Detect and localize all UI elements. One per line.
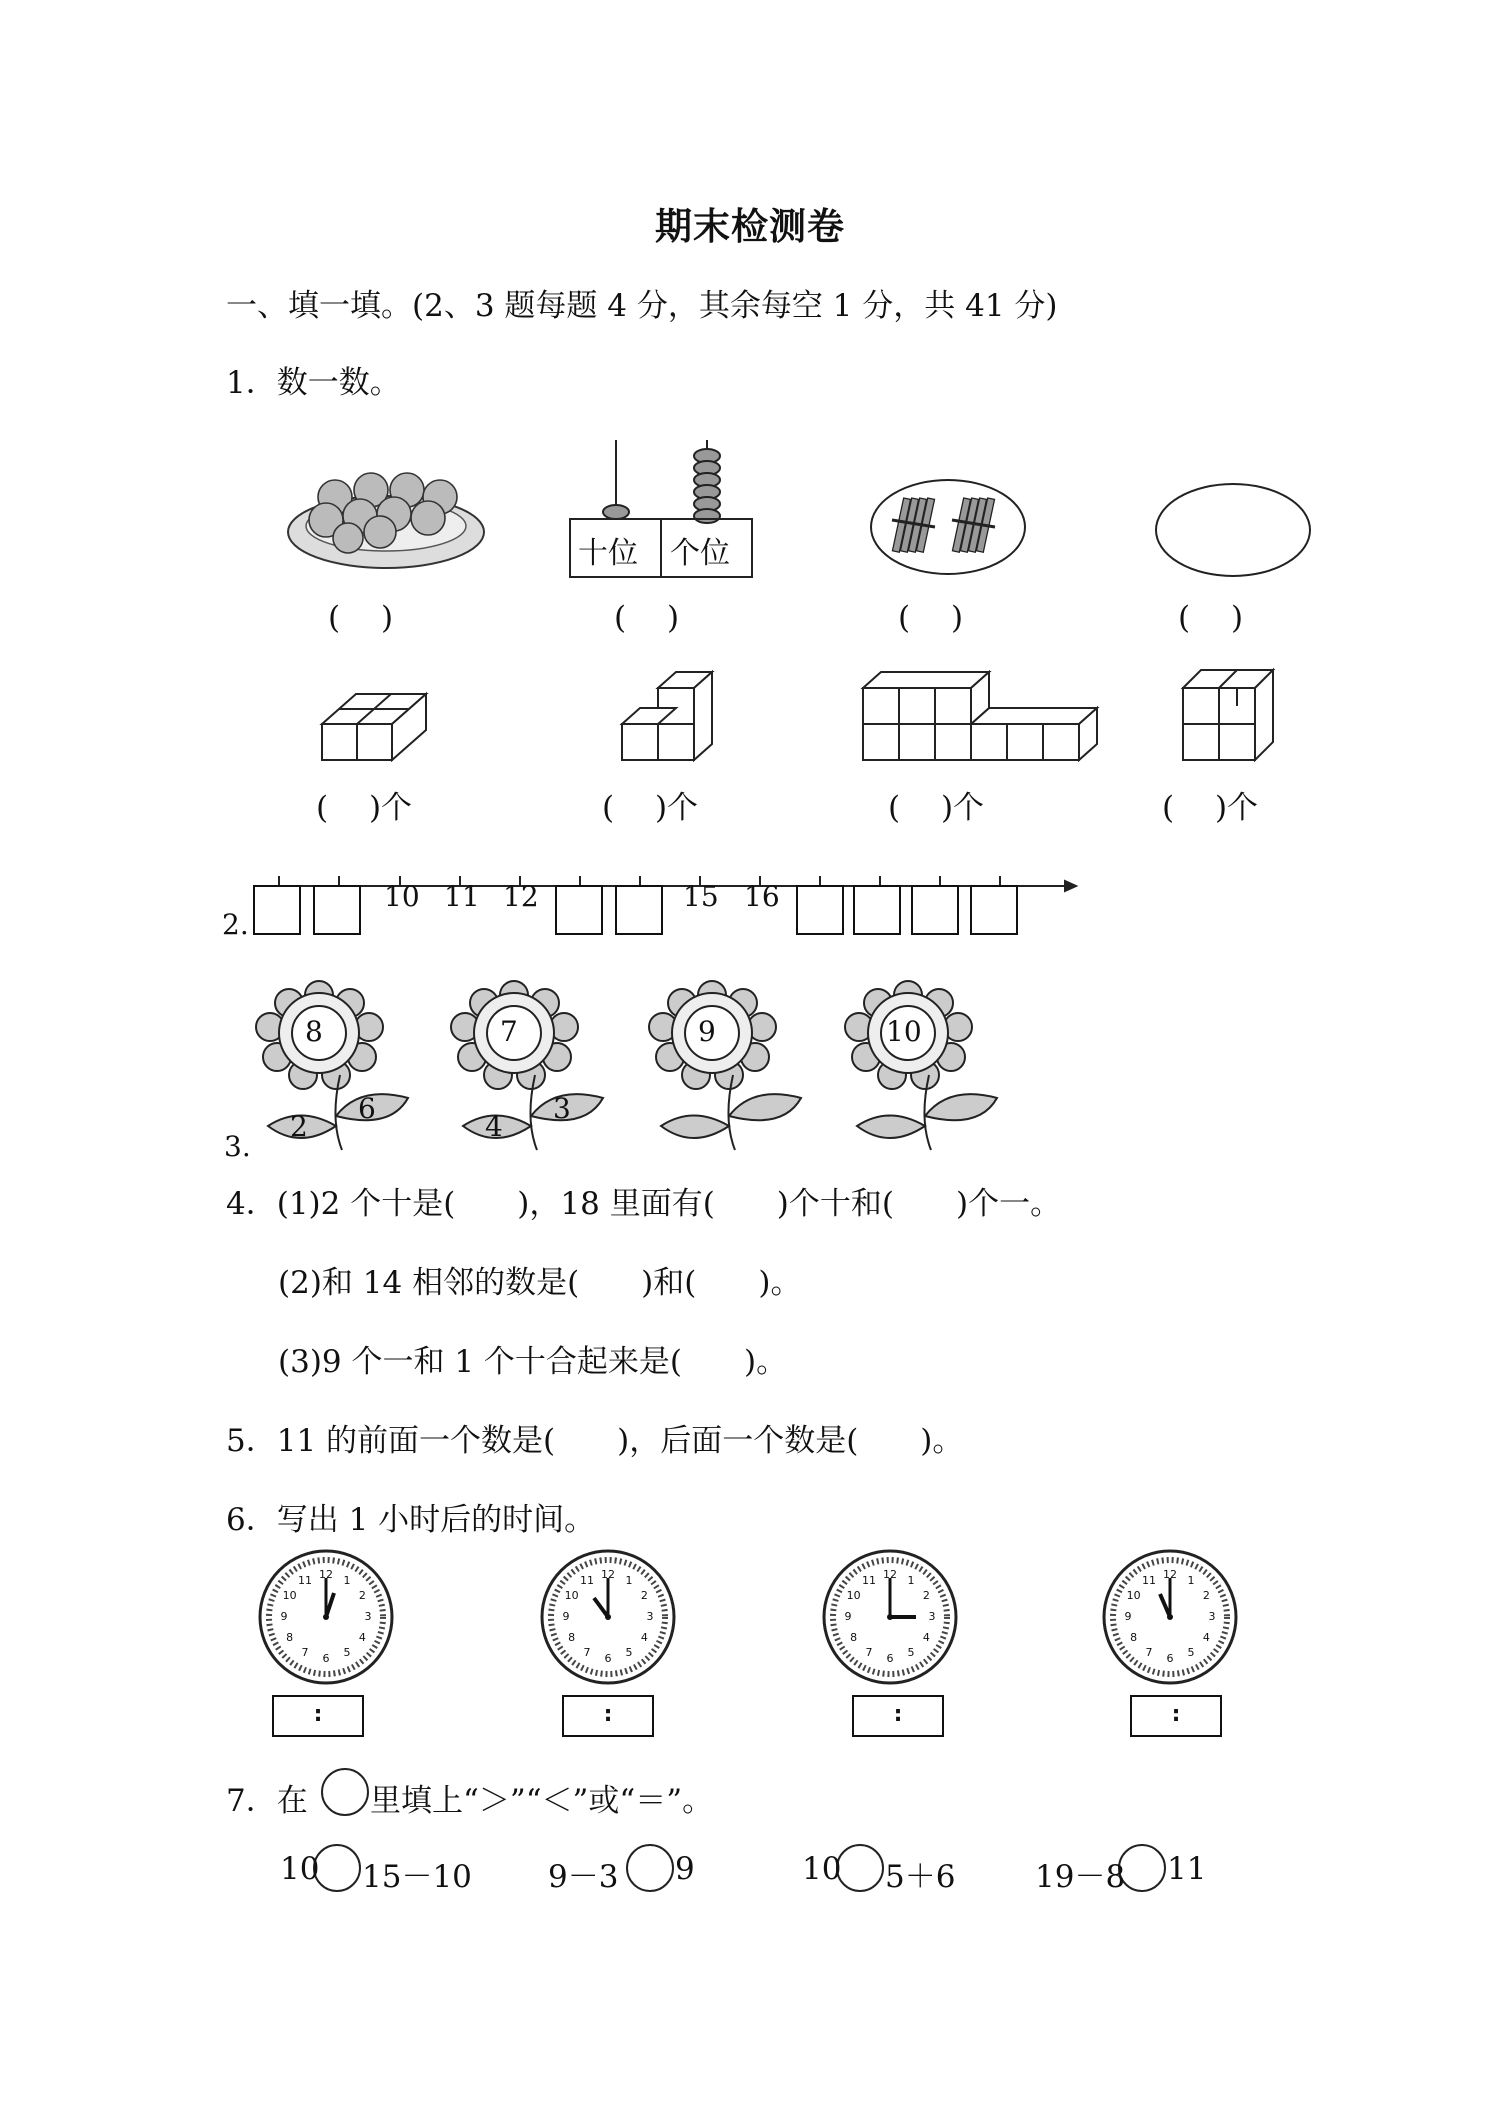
clock-number: 12 xyxy=(319,1568,333,1581)
flower-center-number: 7 xyxy=(500,1015,518,1048)
clock-number: 1 xyxy=(907,1573,915,1587)
clock-number: 7 xyxy=(301,1646,309,1660)
q5-text: 5．11 的前面一个数是( )，后面一个数是( )。 xyxy=(226,1423,964,1459)
clock-number: 9 xyxy=(280,1610,288,1623)
clock-number: 8 xyxy=(568,1631,576,1644)
clock-number: 12 xyxy=(1163,1568,1177,1581)
clock-number: 5 xyxy=(907,1646,915,1660)
clock-number: 10 xyxy=(282,1589,297,1602)
cube-count-blank[interactable]: ( )个 xyxy=(602,790,699,826)
q4-part3: (3)9 个一和 1 个十合起来是( )。 xyxy=(278,1344,788,1380)
clock-number: 8 xyxy=(286,1631,294,1644)
abacus-ones-label: 个位 xyxy=(670,536,730,571)
clock-number: 10 xyxy=(846,1589,861,1602)
clock-number: 12 xyxy=(601,1568,615,1581)
time-answer-box[interactable]: : xyxy=(1130,1695,1222,1737)
clock-number: 6 xyxy=(886,1652,894,1665)
clock-number: 5 xyxy=(1187,1646,1195,1660)
clock-number: 3 xyxy=(364,1610,372,1623)
clock-number: 12 xyxy=(883,1568,897,1581)
clock-number: 7 xyxy=(865,1646,873,1660)
flower-center-number: 10 xyxy=(886,1015,922,1048)
clock-number: 7 xyxy=(583,1646,591,1660)
q4-part1: 4．(1)2 个十是( )，18 里面有( )个十和( )个一。 xyxy=(226,1186,1062,1222)
compare-left: 9－3 xyxy=(548,1859,619,1895)
clock-number: 6 xyxy=(322,1652,330,1665)
clock-number: 7 xyxy=(1145,1646,1153,1660)
compare-right: 9 xyxy=(675,1851,695,1887)
leaf-number: 4 xyxy=(485,1110,503,1143)
clock-number: 4 xyxy=(1202,1631,1210,1644)
compare-right: 5＋6 xyxy=(885,1859,956,1895)
clock-number: 8 xyxy=(1130,1631,1138,1644)
clock-number: 6 xyxy=(604,1652,612,1665)
number-label: 15 xyxy=(683,880,719,913)
clock-number: 5 xyxy=(343,1646,351,1660)
compare-right: 11 xyxy=(1167,1851,1207,1887)
clock-number: 8 xyxy=(850,1631,858,1644)
leaf-number: 3 xyxy=(553,1092,571,1125)
flower-2 xyxy=(451,981,603,1150)
compare-right: 15－10 xyxy=(362,1859,472,1895)
clock-number: 6 xyxy=(1166,1652,1174,1665)
clock-number: 2 xyxy=(358,1589,366,1602)
clock-number: 2 xyxy=(640,1589,648,1602)
flower-1 xyxy=(256,981,408,1150)
abacus-tens-label: 十位 xyxy=(578,536,638,571)
answer-blank[interactable]: ( ) xyxy=(1178,600,1244,636)
answer-blank[interactable]: ( ) xyxy=(614,600,680,636)
clock-number: 11 xyxy=(298,1573,312,1587)
clock-number: 9 xyxy=(844,1610,852,1623)
flower-3 xyxy=(649,981,801,1150)
leaf-number: 2 xyxy=(290,1110,308,1143)
clock-number: 2 xyxy=(1202,1589,1210,1602)
number-label: 16 xyxy=(744,880,780,913)
clock-number: 11 xyxy=(862,1573,876,1587)
clock-number: 10 xyxy=(564,1589,579,1602)
number-label: 10 xyxy=(384,880,420,913)
clock-number: 3 xyxy=(1208,1610,1216,1623)
q4-part2: (2)和 14 相邻的数是( )和( )。 xyxy=(278,1265,802,1301)
answer-blank[interactable]: ( ) xyxy=(898,600,964,636)
q6-label: 6．写出 1 小时后的时间。 xyxy=(226,1502,596,1538)
clock-number: 4 xyxy=(358,1631,366,1644)
cube-count-blank[interactable]: ( )个 xyxy=(1162,790,1259,826)
number-label: 12 xyxy=(503,880,539,913)
clock-number: 11 xyxy=(580,1573,594,1587)
clock-number: 9 xyxy=(1124,1610,1132,1623)
cube-count-blank[interactable]: ( )个 xyxy=(316,790,413,826)
cube-count-blank[interactable]: ( )个 xyxy=(888,790,985,826)
page-title: 期末检测卷 xyxy=(655,205,845,248)
clock-number: 9 xyxy=(562,1610,570,1623)
flower-center-number: 9 xyxy=(698,1015,716,1048)
clock-number: 2 xyxy=(922,1589,930,1602)
compare-left: 10 xyxy=(802,1851,842,1887)
flower-center-number: 8 xyxy=(305,1015,323,1048)
q1-label: 1．数一数。 xyxy=(226,365,401,401)
number-label: 11 xyxy=(444,880,480,913)
time-answer-box[interactable]: : xyxy=(562,1695,654,1737)
q2-label: 2. xyxy=(222,908,249,941)
clock-number: 11 xyxy=(1142,1573,1156,1587)
clock-number: 1 xyxy=(343,1573,351,1587)
clock-number: 10 xyxy=(1126,1589,1141,1602)
answer-blank[interactable]: ( ) xyxy=(328,600,394,636)
leaf-number: 6 xyxy=(358,1092,376,1125)
clock-number: 3 xyxy=(646,1610,654,1623)
clock-number: 5 xyxy=(625,1646,633,1660)
flower-4 xyxy=(845,981,997,1150)
time-answer-box[interactable]: : xyxy=(852,1695,944,1737)
clock-number: 3 xyxy=(928,1610,936,1623)
clock-number: 4 xyxy=(922,1631,930,1644)
clock-number: 1 xyxy=(1187,1573,1195,1587)
q3-label: 3. xyxy=(224,1130,251,1163)
time-answer-box[interactable]: : xyxy=(272,1695,364,1737)
q7-label-pre: 7．在 xyxy=(226,1783,308,1819)
clock-number: 4 xyxy=(640,1631,648,1644)
compare-left: 19－8 xyxy=(1035,1859,1126,1895)
section-heading: 一、填一填。(2、3 题每题 4 分，其余每空 1 分，共 41 分) xyxy=(226,288,1058,324)
clock-number: 1 xyxy=(625,1573,633,1587)
compare-left: 10 xyxy=(280,1851,320,1887)
q7-label-post: 里填上“＞”“＜”或“＝”。 xyxy=(370,1783,714,1819)
